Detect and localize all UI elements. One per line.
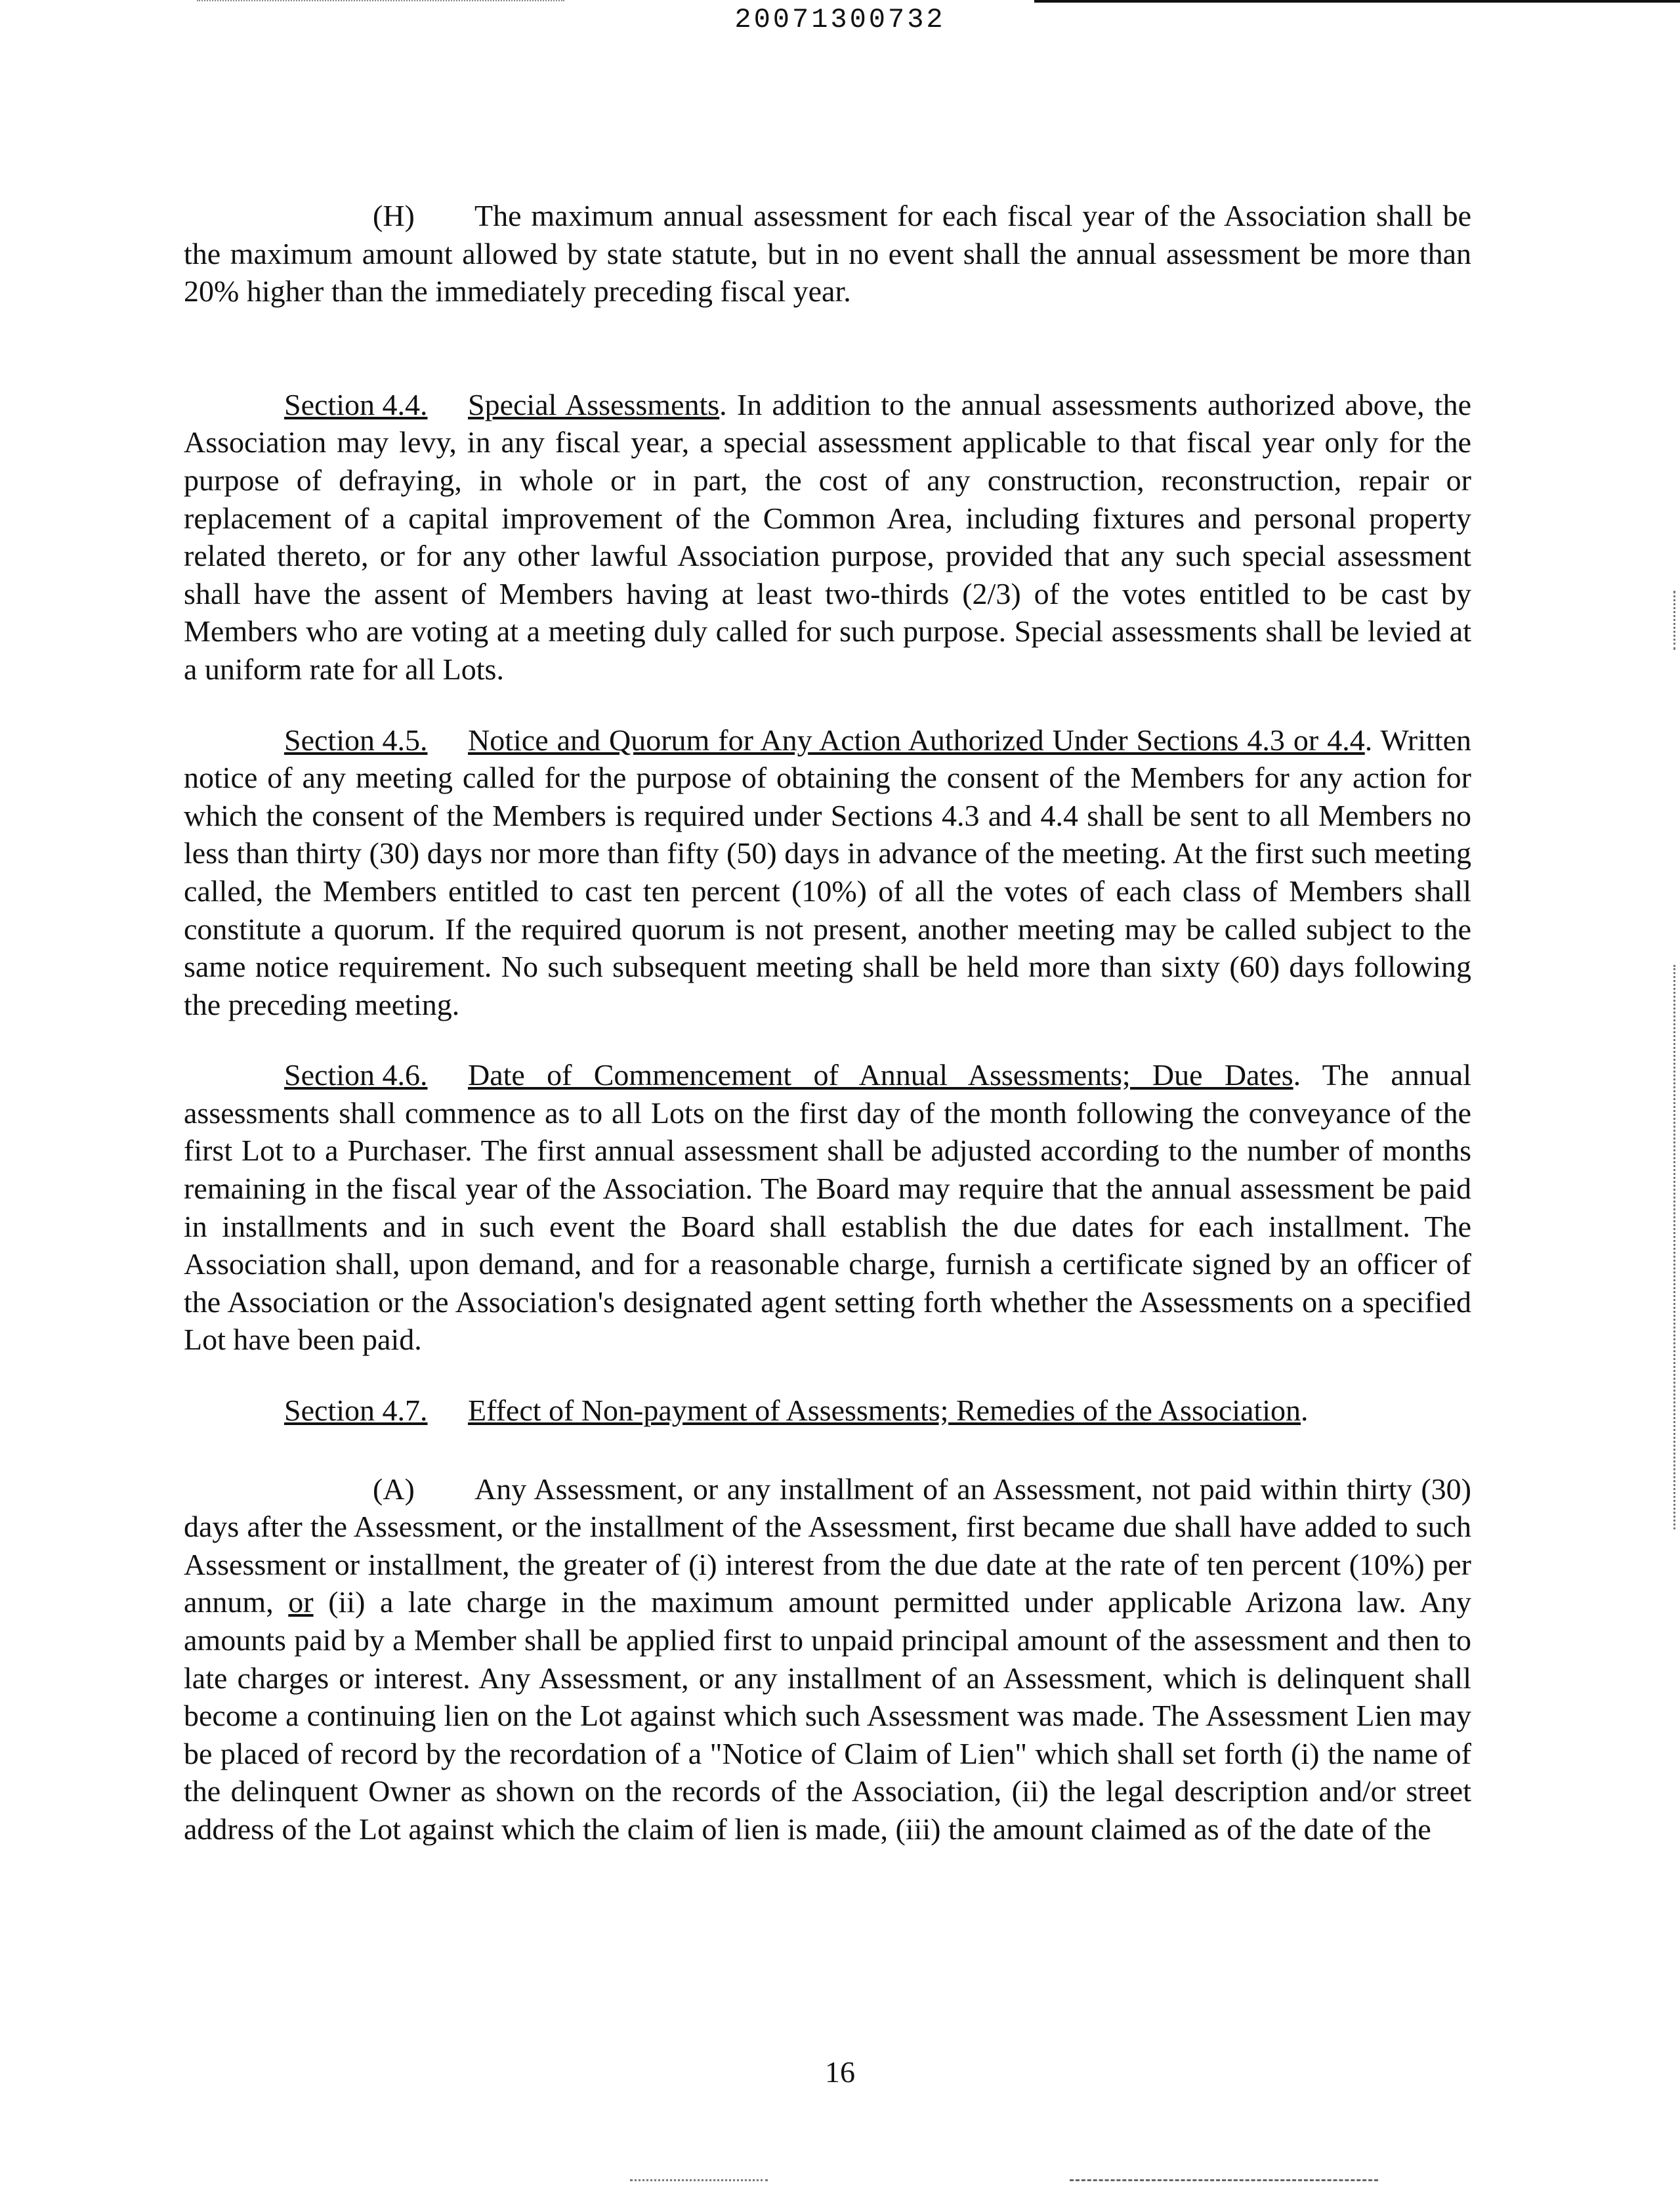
paragraph-h [184, 197, 1471, 310]
scan-artifact-bottom [630, 2179, 768, 2184]
document-body [184, 197, 1471, 1848]
section-4-4-number: Section 4.4. [284, 387, 428, 421]
section-4-6-title-end: . [1293, 1058, 1301, 1092]
section-4-7 [184, 1392, 1471, 1430]
scan-artifact-bottom [1070, 2179, 1378, 2184]
paragraph-a-or: or [288, 1585, 314, 1619]
section-4-4-title-end: . [719, 387, 727, 421]
page-number: 16 [825, 2055, 855, 2089]
section-4-7-title: Effect of Non-payment of Assessments; Remedies of the Association [468, 1394, 1301, 1428]
section-4-4-title: Special Assessments [468, 387, 720, 421]
section-4-6-title: Date of Commencement of Annual Assessments; Due Dates [468, 1058, 1293, 1092]
section-4-5 [184, 721, 1471, 1024]
paragraph-a-text-2: (ii) a late charge in the maximum amount permitted under applicable Arizona law. Any amounts paid by a Member shall be applied first to unpaid principal amount of the assessment and then to late charges or interest. Any Assessment, or any installment of an Assessment, which is delinquent shall become a continuing lien on the Lot against which such Assessment was made. The Assessment Lien may be placed of record by the recordation of a "Notice of Claim of Lien" which shall set forth (i) the name of the delinquent Owner as shown on the records of the Association, (ii) the legal description and/or street address of the Lot against which the claim of lien is made, (iii) the amount claimed as of the date of the [184, 1585, 1472, 1846]
section-4-4-text: In addition to the annual assessments authorized above, the Association may levy, in any fiscal year, a special assessment applicable to that fiscal year only for the purpose of defraying, in whole or in part, the cost of any construction, reconstruction, repair or replacement of a capital improvement of the Common Area, including fixtures and personal property related thereto, or for any other lawful Association purpose, provided that any such special assessment shall have the assent of Members having at least two-thirds (2/3) of the votes entitled to be cast by Members who are voting at a meeting duly called for such purpose. Special assessments shall be levied at a uniform rate for all Lots. [184, 387, 1471, 686]
section-4-6-text: The annual assessments shall commence as to all Lots on the first day of the month following the conveyance of the first Lot to a Purchaser. The first annual assessment shall be adjusted according to the number of months remaining in the fiscal year of the Association. The Board may require that the annual assessment be paid in installments and in such event the Board shall establish the due dates for each installment. The Association shall, upon demand, and for a reasonable charge, furnish a certificate signed by an officer of the Association or the Association's designated agent setting forth whether the Assessments on a specified Lot have been paid. [184, 1058, 1471, 1357]
scan-artifact-edge [1673, 591, 1677, 650]
paragraph-a [184, 1470, 1471, 1848]
scan-artifact-edge [1673, 965, 1677, 1529]
section-4-4 [184, 386, 1471, 689]
section-4-5-number: Section 4.5. [284, 723, 428, 757]
section-4-6-number: Section 4.6. [284, 1058, 428, 1092]
paragraph-a-label: (A) [373, 1472, 415, 1506]
recording-number: 20071300732 [734, 4, 946, 35]
paragraph-h-text: The maximum annual assessment for each fiscal year of the Association shall be the maximum amount allowed by state statute, but in no event shall the annual assessment be more than 20% higher than the immediately preceding fiscal year. [184, 199, 1471, 309]
section-4-7-number: Section 4.7. [284, 1394, 428, 1428]
paragraph-h-label: (H) [373, 199, 415, 232]
paragraph-a-text-1: Any Assessment, or any installment of an Assessment, not paid within thirty (30) days after the Assessment, or the installment of the Assessment, first became due shall have added to such Assessment or installment, the greater of (i) interest from the due date at the rate of ten percent (10%) per annum, [184, 1472, 1471, 1619]
section-4-7-title-end: . [1301, 1394, 1309, 1428]
section-4-5-title-end: . [1364, 723, 1373, 757]
section-4-6 [184, 1056, 1471, 1359]
section-4-5-text: Written notice of any meeting called for the purpose of obtaining the consent of the Members for any action for which the consent of the Members is required under Sections 4.3 and 4.4 shall be sent to all Members no less than thirty (30) days nor more than fifty (50) days in advance of the meeting. At the first such meeting called, the Members entitled to cast ten percent (10%) of all the votes of each class of Members shall constitute a quorum. If the required quorum is not present, another meeting may be called subject to the same notice requirement. No such subsequent meeting shall be held more than sixty (60) days following the preceding meeting. [184, 723, 1472, 1021]
section-4-5-title: Notice and Quorum for Any Action Authorized Under Sections 4.3 or 4.4 [468, 723, 1365, 757]
